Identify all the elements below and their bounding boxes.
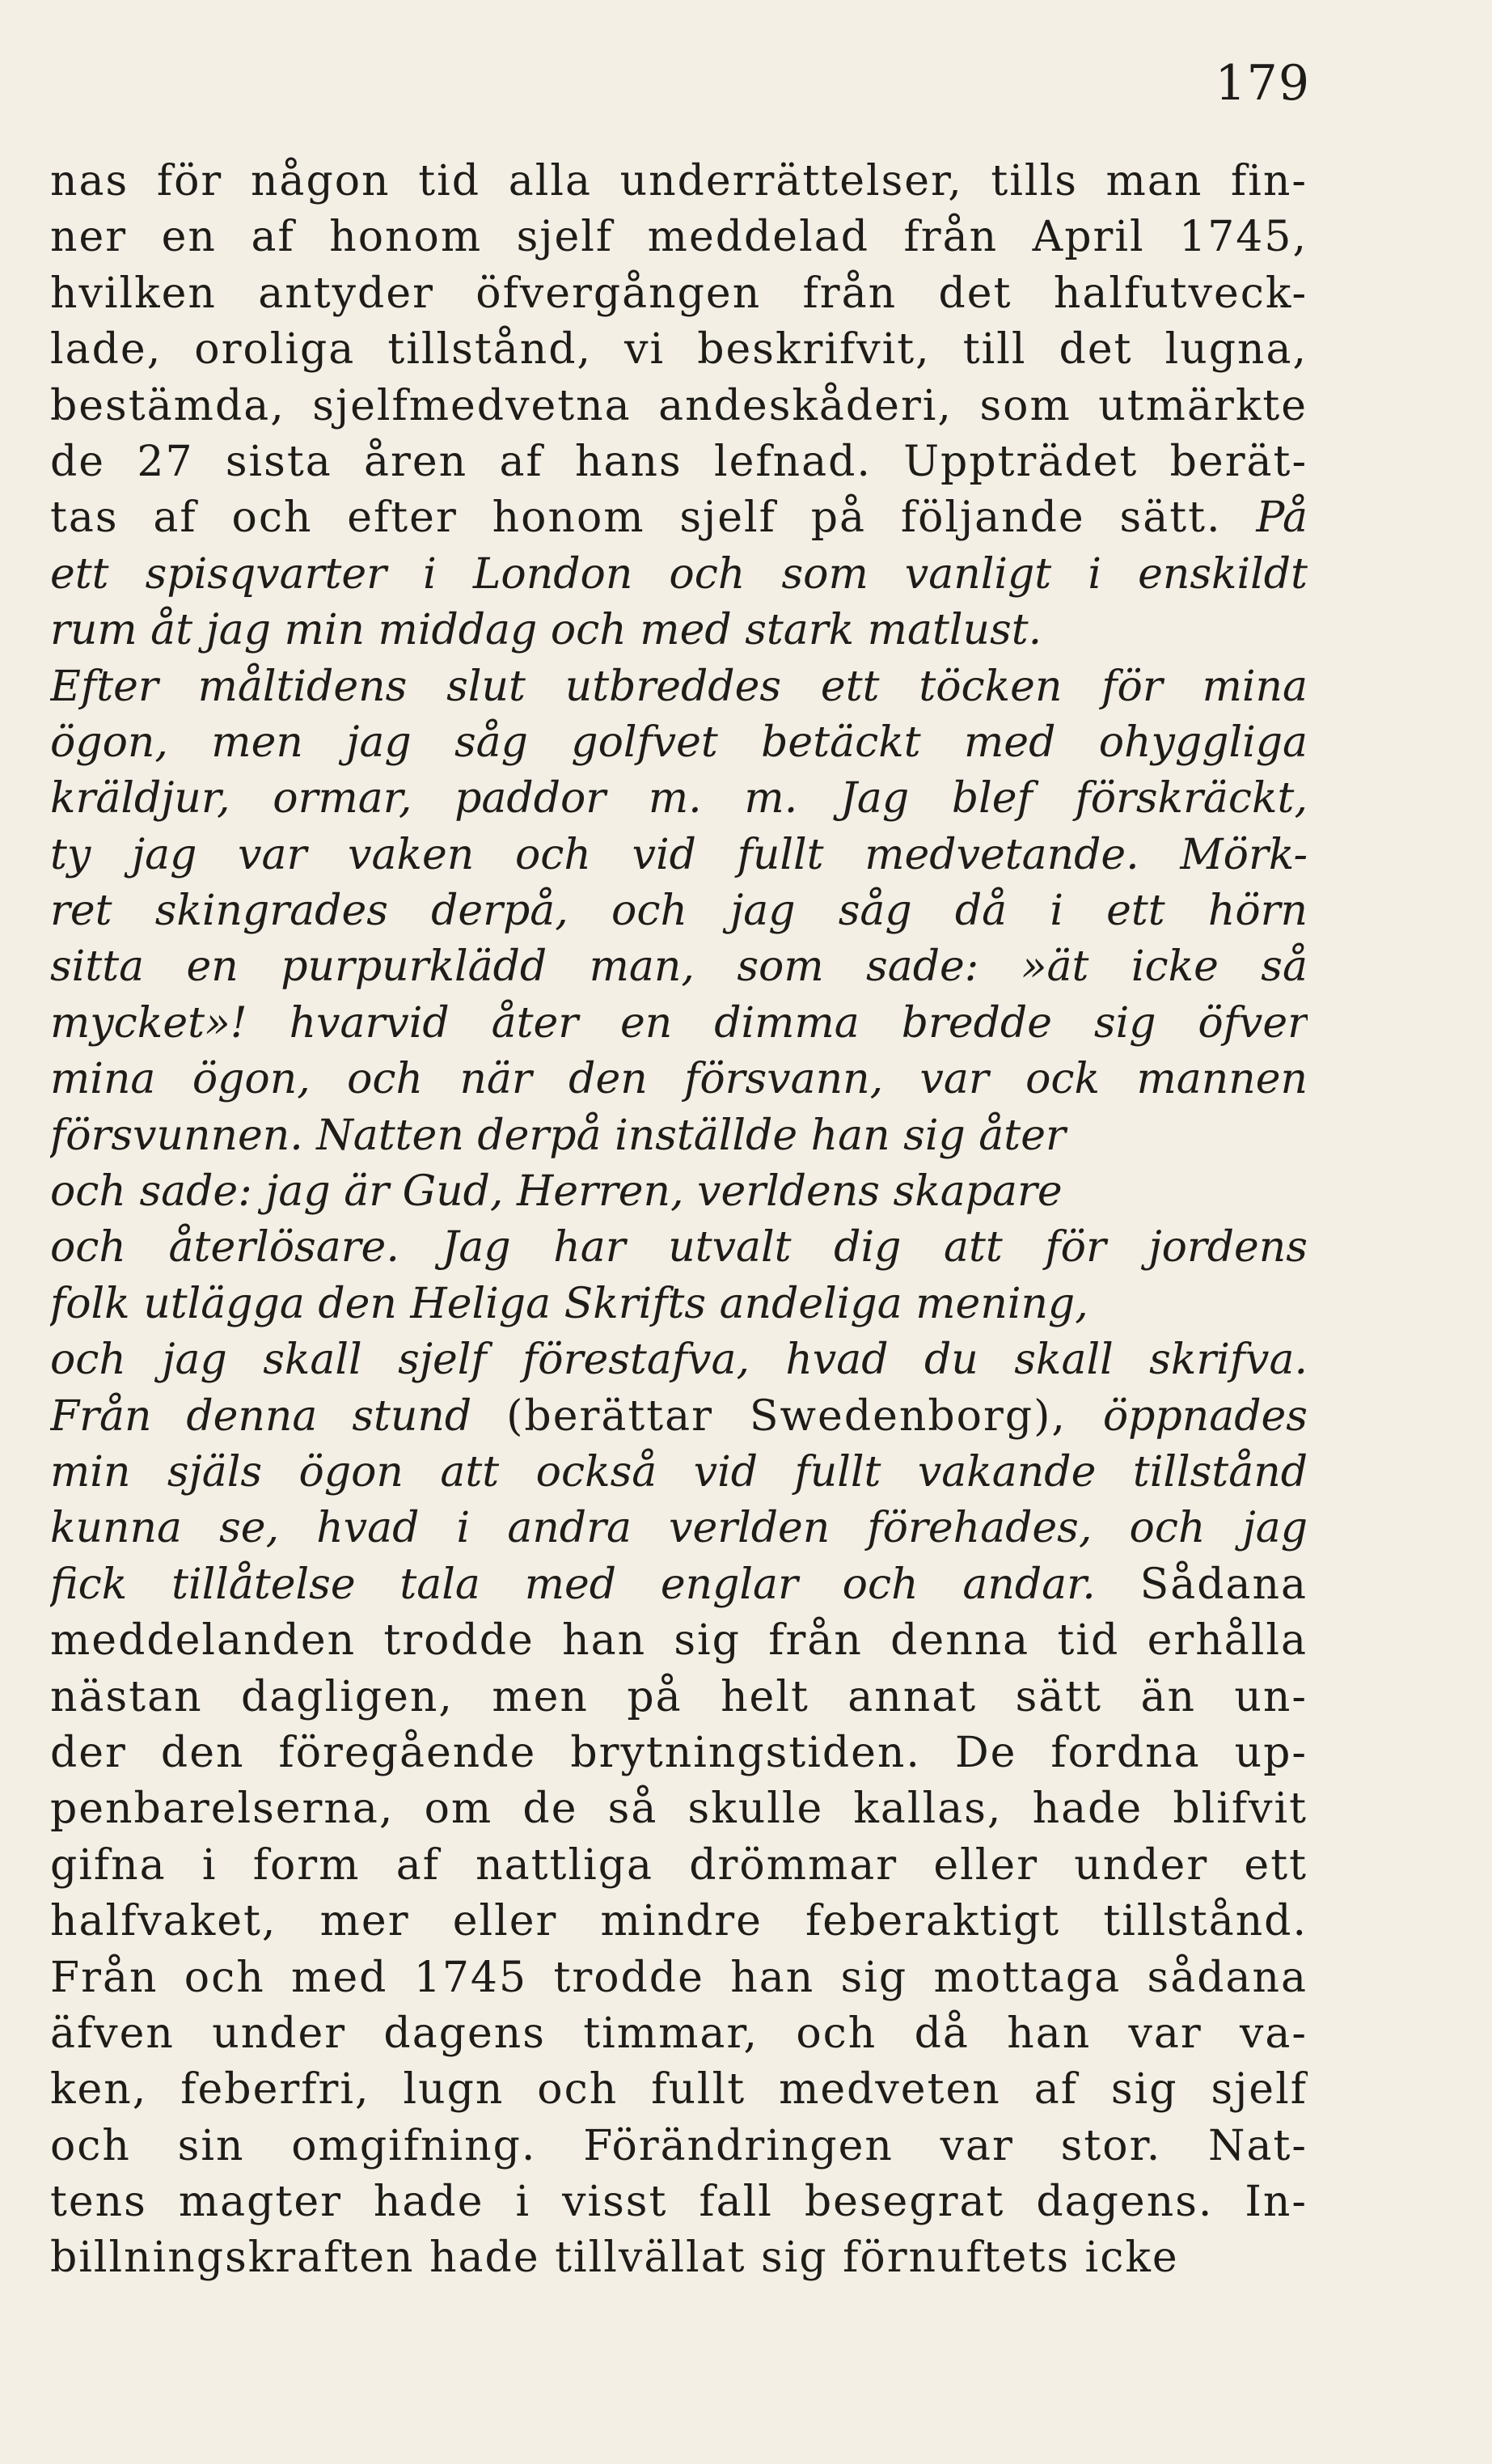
text-line [50,1052,1308,1107]
text-line [50,1950,1308,2006]
italic-text: försvunnen. Natten derpå inställde han sig åter [50,1111,1066,1160]
text: der den föregående brytningstiden. De fordna up- [50,1728,1308,1777]
italic-text: mycket»! hvarvid åter en dimma bredde sig öfver [50,998,1308,1048]
italic-text: mina ögon, och när den försvann, var ock mannen [50,1055,1308,1104]
text-line [50,1613,1308,1669]
text-line [50,1838,1308,1894]
text: nas för någon tid alla underrättelser, tills man fin- [50,157,1308,205]
text: Från och med 1745 trodde han sig mottaga sådana [50,1953,1308,2002]
text-line [50,1332,1308,1388]
text-line [50,2174,1308,2230]
italic-text: och jag skall sjelf förestafva, hvad du skall skrifva. [50,1336,1308,1385]
text: tens magter hade i visst fall besegrat dagens. In- [50,2178,1308,2227]
text: ner en af honom sjelf meddelad från April 1745, [50,213,1308,262]
text-line [50,2062,1308,2118]
italic-text: Efter måltidens slut utbreddes ett töcken för mina [50,662,1308,711]
italic-text: och återlösare. Jag har utvalt dig att för jordens [50,1223,1308,1272]
text: bestämda, sjelfmedvetna andeskåderi, som utmärkte [50,381,1308,430]
text-line [50,1557,1308,1613]
text: nästan dagligen, men på helt annat sätt än un- [50,1672,1308,1721]
italic-text: Från denna stund [50,1391,507,1441]
text-line [50,1164,1308,1220]
text: hvilken antyder öfvergången från det halfutveck- [50,269,1308,318]
italic-text: ret skingrades derpå, och jag såg då i ett hörn [50,887,1308,936]
italic-text: sitta en purpurklädd man, som sade: »ät icke så [50,942,1308,992]
italic-text: På [1256,493,1308,543]
text-line [50,547,1308,603]
text: meddelanden trodde han sig från denna tid erhålla [50,1616,1308,1666]
text-line [50,715,1308,771]
text-line [50,1445,1308,1501]
text-line [50,939,1308,995]
text-line [50,1220,1308,1276]
italic-text: kunna se, hvad i andra verlden förehades, och jag [50,1504,1308,1553]
text-line [50,490,1308,546]
italic-text: min själs ögon att också vid fullt vakande tillstånd [50,1447,1308,1497]
text: de 27 sista åren af hans lefnad. Uppträdet berät- [50,437,1308,486]
text: Sådana [1139,1560,1308,1609]
text: penbarelserna, om de så skulle kallas, hade blifvit [50,1784,1308,1834]
text-line [50,996,1308,1052]
text-line [50,659,1308,715]
italic-text: folk utlägga den Heliga Skrifts andeliga mening, [50,1279,1088,1328]
text: lade, oroliga tillstånd, vi beskrifvit, till det lugna, [50,325,1308,375]
text-line [50,603,1308,658]
text-line [50,154,1308,210]
body-text [50,154,1308,2287]
italic-text: fick tillåtelse tala med englar och andar. [50,1560,1140,1609]
text-line [50,1389,1308,1445]
text-line [50,266,1308,322]
text-line [50,1781,1308,1837]
text: tas af och efter honom sjelf på följande sätt. [50,493,1257,543]
text-line [50,883,1308,939]
text: äfven under dagens timmar, och då han var va- [50,2009,1308,2058]
text: (berättar Swedenborg), [506,1391,1103,1441]
text-line [50,434,1308,490]
text-line [50,1276,1308,1332]
italic-text: ty jag var vaken och vid fullt medvetande. Mörk- [50,830,1308,879]
text-line [50,2230,1308,2286]
italic-text: rum åt jag min middag och med stark matlust. [50,606,1042,655]
italic-text: ögon, men jag såg golfvet betäckt med ohyggliga [50,718,1308,767]
text-line [50,828,1308,883]
text: och sin omgifning. Förändringen var stor. Nat- [50,2121,1308,2170]
italic-text: öppnades [1102,1391,1308,1441]
text-line [50,322,1308,378]
page-number: 179 [1215,55,1310,112]
text-line [50,2119,1308,2174]
text: halfvaket, mer eller mindre feberaktigt tillstånd. [50,1897,1308,1946]
text-line [50,771,1308,827]
text: ken, feberfri, lugn och fullt medveten af sig sjelf [50,2065,1308,2115]
italic-text: kräldjur, ormar, paddor m. m. Jag blef förskräckt, [50,774,1308,823]
text-line [50,1501,1308,1556]
text-line [50,210,1308,265]
text-line [50,1725,1308,1781]
italic-text: ett spisqvarter i London och som vanligt i enskildt [50,549,1308,599]
text-line [50,1894,1308,1950]
text: billningskraften hade tillvällat sig förnuftets icke [50,2233,1179,2283]
text-line [50,2006,1308,2062]
text-line [50,1670,1308,1725]
text: gifna i form af nattliga drömmar eller under ett [50,1840,1308,1890]
italic-text: och sade: jag är Gud, Herren, verldens skapare [50,1167,1063,1217]
text-line [50,1108,1308,1164]
text-line [50,379,1308,434]
